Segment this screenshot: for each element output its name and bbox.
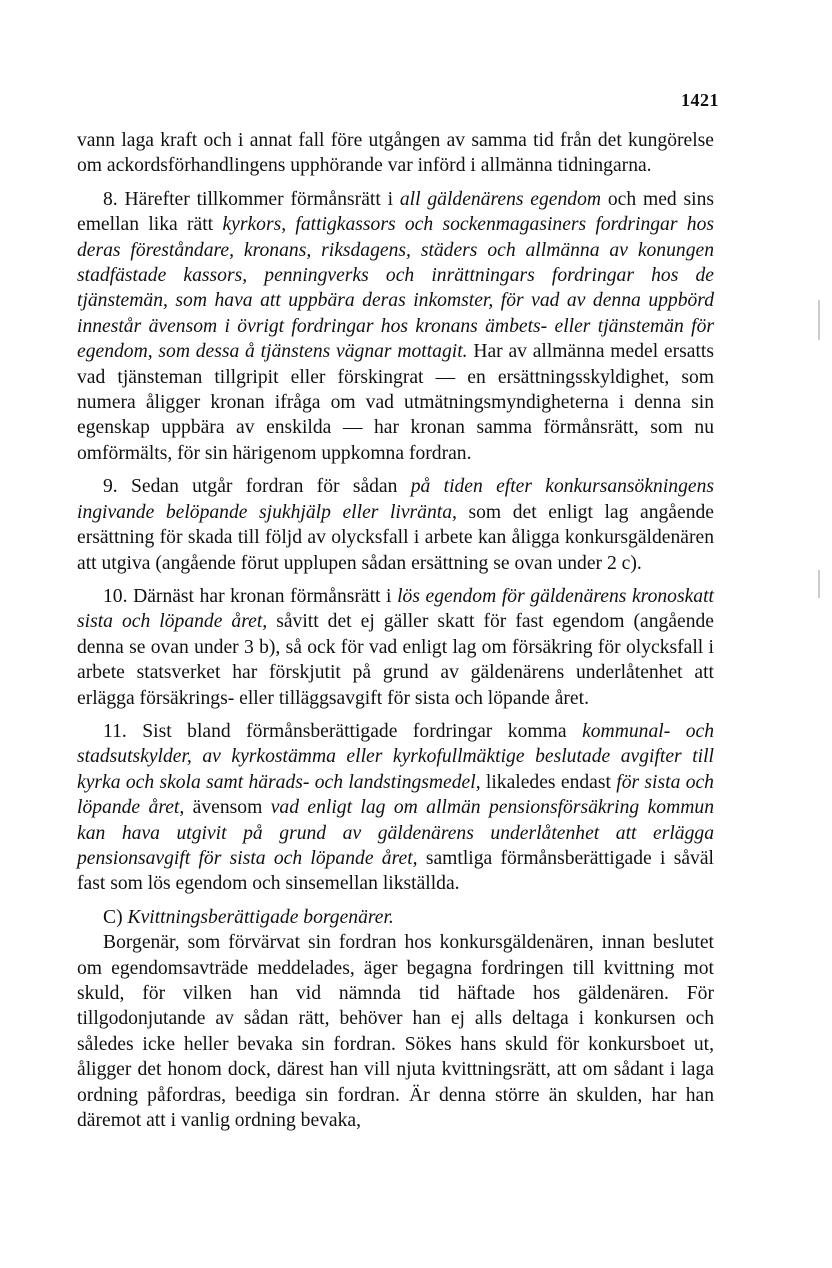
margin-mark bbox=[818, 300, 820, 340]
paragraph-kvittning: Borgenär, som förvärvat sin fordran hos konkursgäldenären, innan beslutet om egendomsavträde meddelades, äger begagna fordringen till kvittning mot skuld, för vilken han vid nämnda tid häftade hos gäldenären. För tillgodonjutande av sådan rätt, behöver han ej alls deltaga i konkursen och således icke heller bevaka sin fordran. Sökes hans skuld för konkursboet ut, åligger det honom dock, därest han vill njuta kvittningsrätt, att om sådant i laga ordning påfordras, beediga sin fordran. Är denna större än skulden, har han däremot att i vanlig ordning bevaka, bbox=[77, 932, 714, 1132]
body-text bbox=[77, 128, 714, 1133]
paragraph-10: 10. Därnäst har kronan förmånsrätt i lös egendom för gäldenärens kronoskatt sista och löpande året, såvitt det ej gäller skatt för fast egendom (angående denna se ovan under 3 b), så ock för vad enligt lag om försäkring för olycksfall i arbete statsverket har förskjutit på grund av gäldenärens underlåtenhet att erlägga försäkrings- eller tilläggsavgift för sista och löpande året. bbox=[77, 585, 714, 709]
section-heading-c: C) Kvittningsberättigade borgenärer. bbox=[103, 906, 394, 928]
page-number: 1421 bbox=[681, 90, 719, 110]
paragraph-9: 9. Sedan utgår fordran för sådan på tiden efter konkursansökningens ingivande belöpande sjukhjälp eller livränta, som det enligt lag angående ersättning för skada till följd av olycksfall i arbete kan åligga konkursgäldenären att utgiva (angående förut upplupen sådan ersättning se ovan under 2 c). bbox=[77, 476, 714, 574]
paragraph-8: 8. Härefter tillkommer förmånsrätt i all gäldenärens egendom och med sins emellan lika rätt kyrkors, fattigkassors och sockenmagasiners fordringar hos deras föreståndare, kronans, riksdagens, städers och allmänna av konungen stadfästade kassors, penningverks och inrättningars fordringar hos de tjänstemän, som hava att uppbära deras inkomster, för vad av denna uppbörd innestår ävensom i övrigt fordringar hos kronans ämbets- eller tjänstemän för egendom, som dessa å tjänstens vägnar mottagit. Har av allmänna medel ersatts vad tjänsteman tillgripit eller förskingrat — en ersättningsskyldighet, som numera åligger kronan ifråga om vad utmätningsmyndigheterna i denna sin egenskap uppbära av enskilda — har kronan samma förmånsrätt, som nu omförmälts, för sin härigenom uppkomna fordran. bbox=[77, 188, 714, 464]
paragraph-continuation: vann laga kraft och i annat fall före utgången av samma tid från det kungörelse om ackordsförhandlingens upphörande var införd i allmänna tidningarna. bbox=[77, 130, 714, 177]
paragraph-11: 11. Sist bland förmånsberättigade fordringar komma kommunal- och stadsutskylder, av kyrkostämma eller kyrkofullmäktige beslutade avgifter till kyrka och skola samt härads- och landstingsmedel, likaledes endast för sista och löpande året, ävensom vad enligt lag om allmän pensionsförsäkring kommun kan hava utgivit på grund av gäldenärens underlåtenhet att erlägga pensionsavgift för sista och löpande året, samtliga förmånsberättigade i såväl fast som lös egendom och sinsemellan likställda. bbox=[77, 720, 714, 895]
margin-mark bbox=[818, 570, 820, 598]
